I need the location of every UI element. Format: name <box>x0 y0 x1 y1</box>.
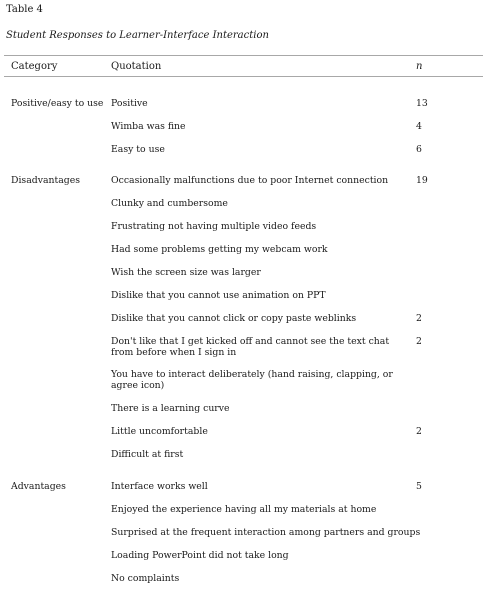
table-cell-n: 19 <box>416 175 428 186</box>
table-cell-n: 4 <box>416 121 422 132</box>
table-cell-quotation: You have to interact deliberately (hand raising, clapping, or agree icon) <box>111 369 393 391</box>
table-cell-quotation: Occasionally malfunctions due to poor Internet connection <box>111 175 389 186</box>
table-cell-quotation: Frustrating not having multiple video feeds <box>111 221 317 232</box>
table-cell-quotation: Wimba was fine <box>111 121 186 132</box>
column-header-quotation: Quotation <box>111 61 162 72</box>
table-cell-n: 5 <box>416 481 422 492</box>
table-cell-n: 2 <box>416 313 422 324</box>
table-cell-n: 2 <box>416 336 422 347</box>
column-header-n: n <box>416 61 423 72</box>
table-cell-quotation: Positive <box>111 98 148 109</box>
column-header-category: Category <box>11 61 58 72</box>
table-cell-quotation: Easy to use <box>111 144 165 155</box>
table-caption: Student Responses to Learner-Interface Interaction <box>6 30 269 41</box>
table-cell-quotation: No complaints <box>111 573 180 584</box>
table-cell-category: Advantages <box>11 481 66 492</box>
table-cell-category: Disadvantages <box>11 175 80 186</box>
table-cell-quotation: Dislike that you cannot click or copy paste weblinks <box>111 313 357 324</box>
table-cell-quotation: There is a learning curve <box>111 403 230 414</box>
table-top-rule <box>4 55 483 56</box>
table-cell-quotation: Don't like that I get kicked off and cannot see the text chat from before when I sign in <box>111 336 390 358</box>
table-cell-n: 6 <box>416 144 422 155</box>
table-cell-quotation: Dislike that you cannot use animation on PPT <box>111 290 326 301</box>
table-cell-quotation: Little uncomfortable <box>111 426 208 437</box>
table-cell-quotation: Surprised at the frequent interaction among partners and groups <box>111 527 421 538</box>
table-cell-quotation: Interface works well <box>111 481 208 492</box>
table-cell-quotation: Loading PowerPoint did not take long <box>111 550 289 561</box>
table-cell-quotation: Clunky and cumbersome <box>111 198 228 209</box>
table-cell-quotation: Wish the screen size was larger <box>111 267 261 278</box>
table-cell-quotation: Had some problems getting my webcam work <box>111 244 328 255</box>
table-cell-quotation: Difficult at first <box>111 449 184 460</box>
table-cell-n: 13 <box>416 98 428 109</box>
table-cell-quotation: Enjoyed the experience having all my materials at home <box>111 504 377 515</box>
table-cell-category: Positive/easy to use <box>11 98 104 109</box>
table-label: Table 4 <box>6 4 43 15</box>
table-cell-n: 2 <box>416 426 422 437</box>
table-header-rule <box>4 76 483 77</box>
